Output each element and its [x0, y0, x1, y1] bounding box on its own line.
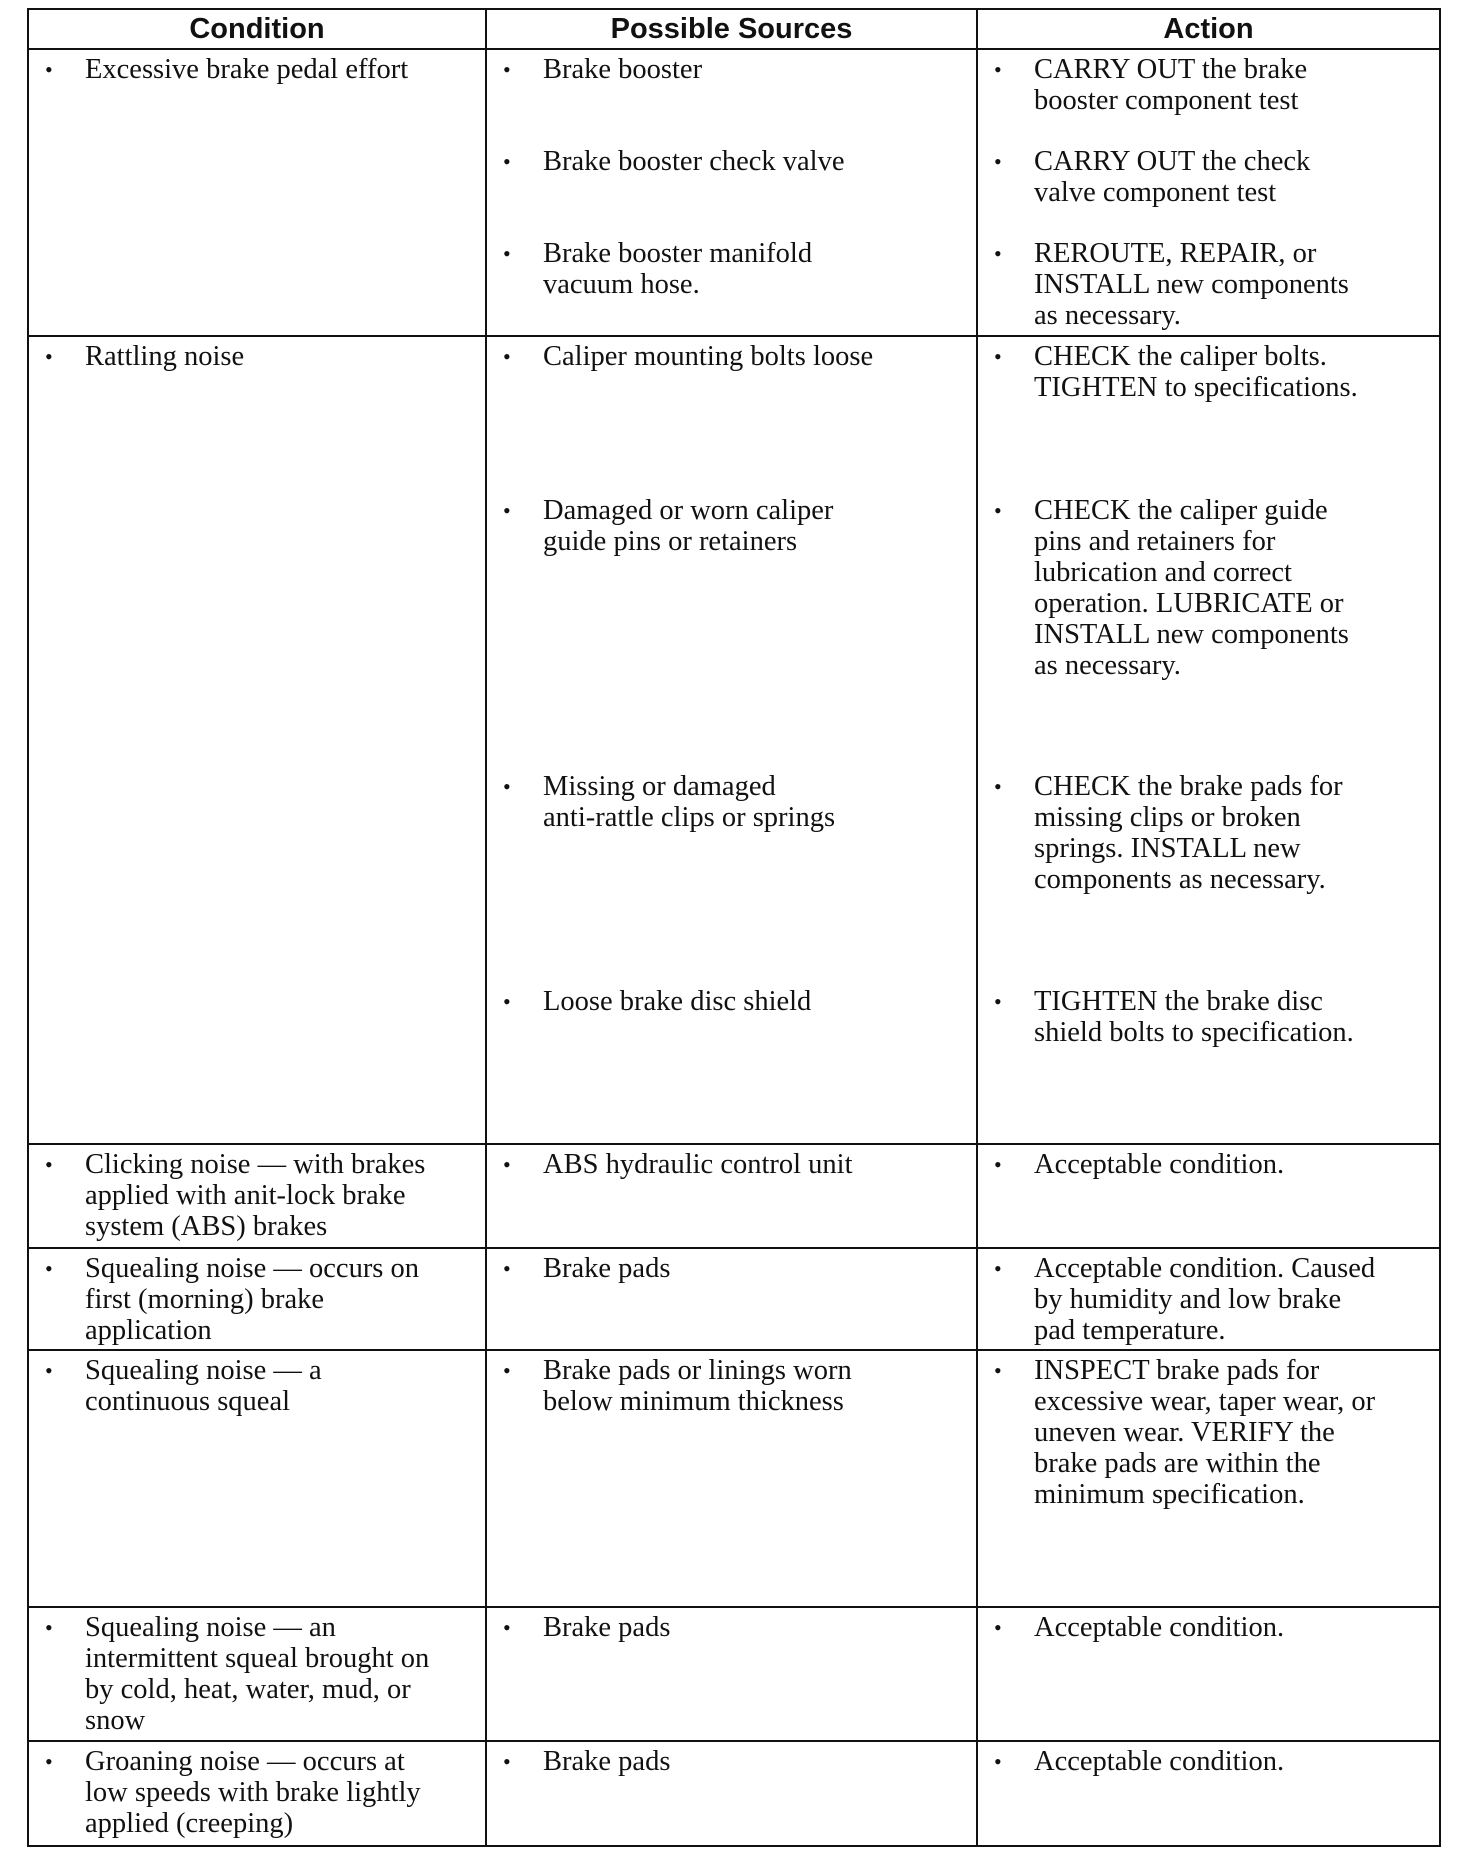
text-line: applied (creeping) — [85, 1808, 294, 1839]
action-item — [988, 1253, 1429, 1346]
diagnosis-table — [27, 8, 1441, 1847]
table-row — [28, 1350, 1440, 1607]
bullet-icon: • — [994, 1256, 1002, 1281]
header-condition: Condition — [28, 9, 486, 49]
text-line: CHECK the caliper guide — [1034, 495, 1328, 526]
text-line: vacuum hose. — [543, 269, 700, 300]
table-row — [28, 1248, 1440, 1350]
condition-item — [39, 1612, 475, 1736]
sources-cell — [486, 1248, 977, 1350]
text-line: pins and retainers for — [1034, 526, 1276, 557]
action-item — [988, 1355, 1429, 1510]
condition-cell — [28, 336, 486, 1144]
text-line: anti-rattle clips or springs — [543, 802, 836, 833]
sources-item — [497, 771, 966, 833]
sources-item — [497, 238, 966, 300]
text-line: TIGHTEN to specifications. — [1034, 372, 1358, 403]
text-line: booster component test — [1034, 85, 1299, 116]
condition-item — [39, 1746, 475, 1839]
bullet-icon: • — [503, 149, 511, 174]
action-item — [988, 771, 1429, 895]
action-cell — [977, 49, 1440, 336]
text-line: intermittent squeal brought on — [85, 1643, 430, 1674]
table-row — [28, 49, 1440, 336]
action-item — [988, 341, 1429, 403]
text-line: valve component test — [1034, 177, 1277, 208]
text-line: Squealing noise — a — [85, 1355, 322, 1386]
text-line: system (ABS) brakes — [85, 1211, 328, 1242]
text-line: Groaning noise — occurs at — [85, 1746, 405, 1777]
text-line: pad temperature. — [1034, 1315, 1226, 1346]
text-line: CARRY OUT the check — [1034, 146, 1311, 177]
sources-cell — [486, 1741, 977, 1846]
text-line: Brake pads — [543, 1253, 671, 1284]
text-line: ABS hydraulic control unit — [543, 1149, 853, 1180]
text-line: uneven wear. VERIFY the — [1034, 1417, 1335, 1448]
text-line: shield bolts to specification. — [1034, 1017, 1354, 1048]
bullet-icon: • — [994, 57, 1002, 82]
header-action: Action — [977, 9, 1440, 49]
text-line: REROUTE, REPAIR, or — [1034, 238, 1317, 269]
bullet-icon: • — [45, 344, 53, 369]
action-item — [988, 986, 1429, 1048]
action-item — [988, 495, 1429, 681]
text-line: components as necessary. — [1034, 864, 1326, 895]
bullet-icon: • — [503, 57, 511, 82]
condition-item — [39, 1253, 475, 1346]
bullet-icon: • — [994, 1749, 1002, 1774]
table-row — [28, 1144, 1440, 1248]
text-line: Clicking noise — with brakes — [85, 1149, 426, 1180]
text-line: Brake pads — [543, 1746, 671, 1777]
bullet-icon: • — [994, 498, 1002, 523]
text-line: applied with anit-lock brake — [85, 1180, 406, 1211]
sources-cell — [486, 1607, 977, 1741]
text-line: Acceptable condition. Caused — [1034, 1253, 1376, 1284]
table-row — [28, 1607, 1440, 1741]
text-line: low speeds with brake lightly — [85, 1777, 421, 1808]
text-line: Caliper mounting bolts loose — [543, 341, 874, 372]
text-line: missing clips or broken — [1034, 802, 1301, 833]
text-line: Acceptable condition. — [1034, 1149, 1285, 1180]
text-line: minimum specification. — [1034, 1479, 1305, 1510]
table-body — [28, 49, 1440, 1846]
action-cell — [977, 1144, 1440, 1248]
text-line: Squealing noise — occurs on — [85, 1253, 420, 1284]
condition-cell — [28, 1144, 486, 1248]
text-line: Squealing noise — an — [85, 1612, 336, 1643]
sources-item — [497, 341, 966, 372]
bullet-icon: • — [994, 241, 1002, 266]
bullet-icon: • — [503, 344, 511, 369]
text-line: INSTALL new components — [1034, 619, 1349, 650]
text-line: Rattling noise — [85, 341, 245, 372]
sources-cell — [486, 336, 977, 1144]
action-cell — [977, 1248, 1440, 1350]
text-line: Damaged or worn caliper — [543, 495, 834, 526]
bullet-icon: • — [503, 241, 511, 266]
text-line: Brake pads or linings worn — [543, 1355, 852, 1386]
text-line: by humidity and low brake — [1034, 1284, 1342, 1315]
text-line: INSPECT brake pads for — [1034, 1355, 1320, 1386]
bullet-icon: • — [994, 1615, 1002, 1640]
bullet-icon: • — [994, 989, 1002, 1014]
action-cell — [977, 336, 1440, 1144]
text-line: as necessary. — [1034, 650, 1181, 681]
text-line: Excessive brake pedal effort — [85, 54, 409, 85]
bullet-icon: • — [503, 774, 511, 799]
text-line: by cold, heat, water, mud, or — [85, 1674, 411, 1705]
bullet-icon: • — [994, 1358, 1002, 1383]
bullet-icon: • — [994, 1152, 1002, 1177]
text-line: CARRY OUT the brake — [1034, 54, 1308, 85]
condition-cell — [28, 1741, 486, 1846]
bullet-icon: • — [45, 1358, 53, 1383]
condition-item — [39, 54, 475, 85]
text-line: snow — [85, 1705, 146, 1736]
bullet-icon: • — [503, 1615, 511, 1640]
condition-cell — [28, 49, 486, 336]
text-line: application — [85, 1315, 212, 1346]
text-line: CHECK the brake pads for — [1034, 771, 1343, 802]
sources-cell — [486, 1350, 977, 1607]
action-item — [988, 146, 1429, 208]
bullet-icon: • — [994, 344, 1002, 369]
table-row — [28, 1741, 1440, 1846]
text-line: Acceptable condition. — [1034, 1746, 1285, 1777]
bullet-icon: • — [45, 1256, 53, 1281]
sources-item — [497, 1253, 966, 1284]
sources-cell — [486, 49, 977, 336]
text-line: lubrication and correct — [1034, 557, 1292, 588]
action-cell — [977, 1741, 1440, 1846]
bullet-icon: • — [45, 1615, 53, 1640]
sources-item — [497, 146, 966, 177]
bullet-icon: • — [503, 1152, 511, 1177]
condition-cell — [28, 1350, 486, 1607]
text-line: INSTALL new components — [1034, 269, 1349, 300]
sources-item — [497, 1355, 966, 1417]
text-line: continuous squeal — [85, 1386, 291, 1417]
text-line: Brake pads — [543, 1612, 671, 1643]
action-item — [988, 1746, 1429, 1777]
action-item — [988, 54, 1429, 116]
condition-item — [39, 341, 475, 372]
text-line: springs. INSTALL new — [1034, 833, 1301, 864]
bullet-icon: • — [503, 989, 511, 1014]
bullet-icon: • — [45, 57, 53, 82]
text-line: Brake booster manifold — [543, 238, 813, 269]
text-line: Acceptable condition. — [1034, 1612, 1285, 1643]
header-possible-sources: Possible Sources — [486, 9, 977, 49]
bullet-icon: • — [994, 149, 1002, 174]
bullet-icon: • — [45, 1749, 53, 1774]
text-line: brake pads are within the — [1034, 1448, 1321, 1479]
sources-item — [497, 986, 966, 1017]
text-line: CHECK the caliper bolts. — [1034, 341, 1327, 372]
text-line: TIGHTEN the brake disc — [1034, 986, 1323, 1017]
text-line: Brake booster — [543, 54, 703, 85]
sources-item — [497, 495, 966, 557]
action-cell — [977, 1607, 1440, 1741]
condition-item — [39, 1149, 475, 1242]
bullet-icon: • — [503, 498, 511, 523]
sources-item — [497, 1746, 966, 1777]
condition-item — [39, 1355, 475, 1417]
bullet-icon: • — [994, 774, 1002, 799]
sources-item — [497, 1149, 966, 1180]
action-cell — [977, 1350, 1440, 1607]
sources-item — [497, 1612, 966, 1643]
text-line: guide pins or retainers — [543, 526, 798, 557]
text-line: Missing or damaged — [543, 771, 776, 802]
action-item — [988, 238, 1429, 331]
table-row — [28, 336, 1440, 1144]
sources-item — [497, 54, 966, 85]
text-line: operation. LUBRICATE or — [1034, 588, 1344, 619]
text-line: first (morning) brake — [85, 1284, 325, 1315]
bullet-icon: • — [45, 1152, 53, 1177]
text-line: below minimum thickness — [543, 1386, 844, 1417]
sources-cell — [486, 1144, 977, 1248]
bullet-icon: • — [503, 1749, 511, 1774]
action-item — [988, 1612, 1429, 1643]
text-line: as necessary. — [1034, 300, 1181, 331]
bullet-icon: • — [503, 1256, 511, 1281]
action-item — [988, 1149, 1429, 1180]
header-row — [28, 9, 1440, 49]
text-line: Brake booster check valve — [543, 146, 845, 177]
condition-cell — [28, 1607, 486, 1741]
text-line: Loose brake disc shield — [543, 986, 812, 1017]
bullet-icon: • — [503, 1358, 511, 1383]
condition-cell — [28, 1248, 486, 1350]
text-line: excessive wear, taper wear, or — [1034, 1386, 1376, 1417]
